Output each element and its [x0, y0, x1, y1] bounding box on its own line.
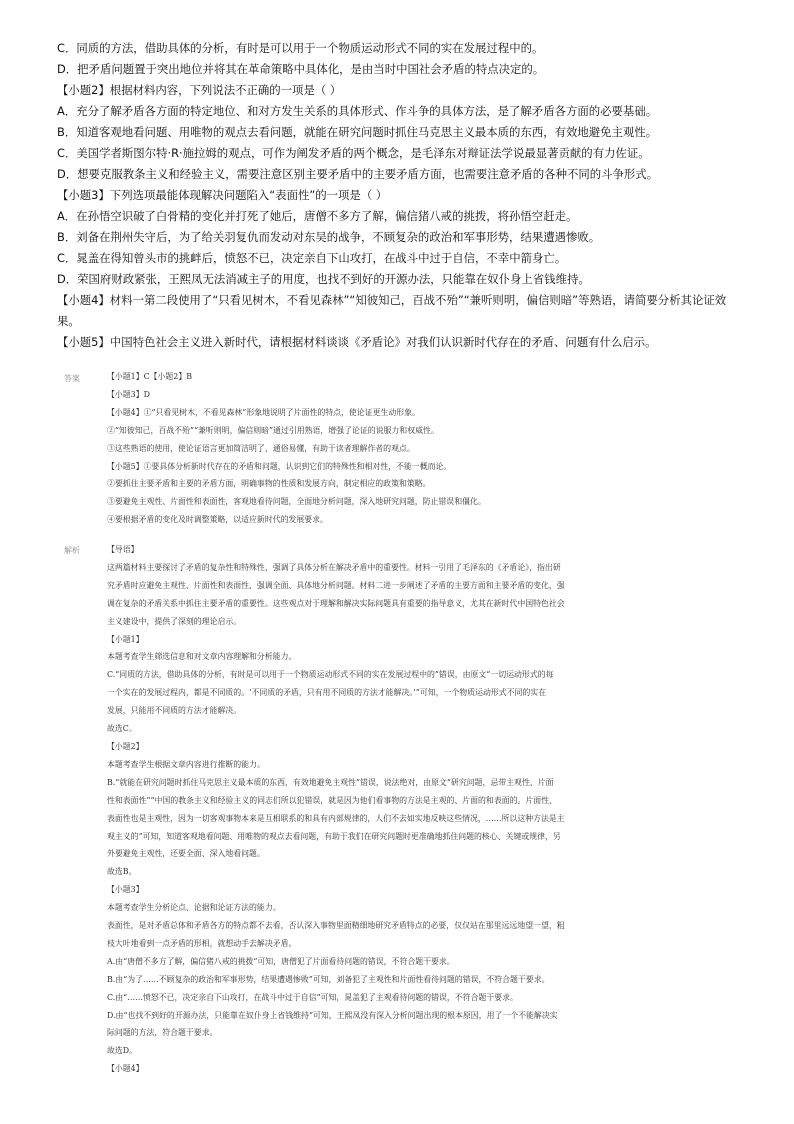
option-3c: C．晁盖在得知曾头市的挑衅后，愤怒不已，决定亲自下山攻打，在战斗中过于自信，不幸中箭身亡。 — [57, 251, 567, 265]
answer-line: ④要根据矛盾的变化及时调整策略，以适应新时代的发展要求。 — [107, 515, 328, 525]
analysis-line: 表面性，是对矛盾总体和矛盾各方的特点都不去看，否认深入事物里面精细地研究矛盾特点的必要，仅仅站在那里远远地望一望，粗 — [107, 921, 565, 931]
answer-line: 【小题5】①要具体分析新时代存在的矛盾和问题，认识到它们的特殊性和相对性，不能一概而论。 — [107, 461, 452, 471]
option-2c: C．美国学者斯图尔特·R·施拉姆的观点，可作为阐发矛盾的两个概念，是毛泽东对辩证法学说最显著贡献的有力佐证。 — [57, 146, 650, 160]
analysis-line: A.由“唐僧不多方了解，偏信猪八戒的挑拨”可知，唐僧犯了片面看待问题的错误，不符合题干要求。 — [107, 956, 455, 966]
answer-line: ③要避免主观性、片面性和表面性，客观地看待问题，全面地分析问题，深入地研究问题，防止错误和僵化。 — [107, 497, 486, 507]
option-3d: D．荣国府财政紧张，王熙凤无法消减主子的用度，也找不到好的开源办法，只能靠在奴仆身上省钱维持。 — [57, 272, 590, 286]
analysis-line: 际问题的方法，符合题干要求。 — [107, 1028, 218, 1038]
analysis-line: 本题考查学生筛选信息和对文章内容理解和分析能力。 — [107, 652, 297, 662]
analysis-line: 本题考查学生分析论点、论据和论证方法的能力。 — [107, 903, 281, 913]
option-1d: D．把矛盾问题置于突出地位并将其在革命策略中具体化，是由当时中国社会矛盾的特点决定的。 — [57, 62, 545, 76]
question-5: 【小题5】中国特色社会主义进入新时代，请根据材料谈谈《矛盾论》对我们认识新时代存在的矛盾、问题有什么启示。 — [57, 335, 657, 349]
analysis-line: 【小题3】 — [107, 885, 144, 895]
analysis-line: 表面性也是主观性，因为一切客观事物本来是互相联系的和具有内部规律的，人们不去如实地反映这些情况，……所以这种方法是主 — [107, 813, 565, 823]
option-1c: C．同质的方法，借助具体的分析，有时是可以用于一个物质运动形式不同的实在发展过程中的。 — [57, 41, 544, 55]
option-3b: B．刘备在荆州失守后，为了给关羽复仇而发动对东吴的战争，不顾复杂的政治和军事形势，结果遭遇惨败。 — [57, 230, 601, 244]
question-4: 【小题4】材料一第二段使用了“只看见树木，不看见森林”“知彼知己，百战不殆”“兼听则明，偏信则暗”等熟语，请简要分析其论证效果。 — [57, 293, 727, 328]
analysis-line: 故选D。 — [107, 1046, 137, 1056]
answer-line: 【小题3】D — [107, 389, 150, 399]
analysis-line: 【小题1】 — [107, 634, 144, 644]
option-2b: B．知道客观地看问题、用唯物的观点去看问题，就能在研究问题时抓住马克思主义最本质的东西，有效地避免主观性。 — [57, 125, 658, 139]
analysis-line: 【小题2】 — [107, 741, 144, 751]
analysis-line: 故选B。 — [107, 867, 137, 877]
answer-line: 【小题1】C【小题2】B — [107, 372, 193, 381]
answer-line: 【小题4】①“只看见树木，不看见森林”形象地说明了片面性的特点，使论证更生动形象。 — [107, 407, 420, 417]
analysis-line: 【小题4】 — [107, 1064, 144, 1074]
analysis-line: 性和表面性”“中国的教条主义和经验主义的同志们所以犯错误，就是因为他们看事物的方法是主观的、片面的和表面的。片面性、 — [107, 795, 557, 805]
analysis-line: C.“同质的方法，借助具体的分析，有时是可以用于一个物质运动形式不同的实在发展过程中的”错误，由原文“一切运动形式的每 — [107, 670, 554, 680]
analysis-block — [107, 541, 722, 1078]
analysis-line: 发展，只能用不同质的方法才能解决。 — [107, 706, 242, 716]
analysis-line: 外要避免主观性，还要全面、深入地看问题。 — [107, 849, 265, 859]
analysis-line: 究矛盾时应避免主观性、片面性和表面性，强调全面、具体地分析问题。材料二进一步阐述了矛盾的主要方面和主要矛盾的变化，强 — [107, 580, 565, 590]
analysis-line: 观主义的”可知，知道客观地看问题、用唯物的观点去看问题，有助于我们在研究问题时更准确地抓住问题的核心、关键或规律，另 — [107, 831, 561, 841]
analysis-line: 这两篇材料主要探讨了矛盾的复杂性和特殊性，强调了具体分析在解决矛盾中的重要性。材料一引用了毛泽东的《矛盾论》，指出研 — [107, 562, 561, 572]
analysis-line: C.由“……愤怒不已，决定亲自下山攻打，在战斗中过于自信”可知，晁盖犯了主观看待问题的错误，不符合题干要求。 — [107, 992, 518, 1002]
analysis-line: D.由“也找不到好的开源办法，只能靠在奴仆身上省钱维持”可知，王熙凤没有深入分析问题出现的根本原因，用了一个不能解决实 — [107, 1010, 558, 1020]
analysis-line: 主义建设中，提供了深刻的理论启示。 — [107, 616, 242, 626]
analysis-line: B.由“为了……不顾复杂的政治和军事形势，结果遭遇惨败”可知，刘备犯了主观性和片面性看待问题的错误，不符合题干要求。 — [107, 974, 550, 984]
answer-line: ②要抓住主要矛盾和主要的矛盾方面，明确事物的性质和发展方向，制定相应的政策和策略。 — [107, 479, 431, 489]
question-block — [57, 38, 747, 353]
answer-line: ②“知彼知己，百战不殆”“兼听则明，偏信则暗”通过引用熟语，增强了论证的说服力和权威性。 — [107, 425, 439, 435]
question-3-stem: 【小题3】下列选项最能体现解决问题陷入“表面性”的一项是（ ） — [57, 188, 388, 202]
answer-line: ③这些熟语的使用，使论证语言更加简洁明了，通俗易懂，有助于读者理解作者的观点。 — [107, 443, 415, 453]
option-2a: A．充分了解矛盾各方面的特定地位、和对方发生关系的具体形式、作斗争的具体方法，是了解矛盾各方面的必要基础。 — [57, 104, 658, 118]
analysis-line: 枝大叶地看到一点矛盾的形相，就想动手去解决矛盾。 — [107, 938, 297, 948]
analysis-line: 【导语】 — [107, 545, 139, 554]
analysis-line: 一个实在的发展过程内，都是不同质的。‘不同质的矛盾，只有用不同质的方法才能解决。’”可知，一个物质运动形式不同的实在 — [107, 688, 547, 698]
analysis-line: 故选C。 — [107, 724, 137, 734]
answer-label: 答案 — [64, 374, 80, 383]
option-3a: A．在孙悟空识破了白骨精的变化并打死了她后，唐僧不多方了解，偏信猪八戒的挑拨，将孙悟空赶走。 — [57, 209, 578, 223]
option-2d: D．想要克服教条主义和经验主义，需要注意区别主要矛盾中的主要矛盾方面，也需要注意矛盾的各种不同的斗争形式。 — [57, 167, 659, 181]
answer-block — [107, 368, 722, 529]
analysis-label: 解析 — [64, 546, 80, 555]
analysis-line: 调在复杂的矛盾关系中抓住主要矛盾的重要性。这些观点对于理解和解决实际问题具有重要的指导意义，尤其在新时代中国特色社会 — [107, 598, 565, 608]
question-2-stem: 【小题2】根据材料内容，下列说法不正确的一项是（ ） — [57, 83, 342, 97]
analysis-line: 本题考查学生根据文章内容进行推断的能力。 — [107, 759, 265, 769]
analysis-line: B.“就能在研究问题时抓住马克思主义最本质的东西，有效地避免主观性”错误，说法绝对，由原文“研究问题，忌带主观性、片面 — [107, 777, 554, 787]
